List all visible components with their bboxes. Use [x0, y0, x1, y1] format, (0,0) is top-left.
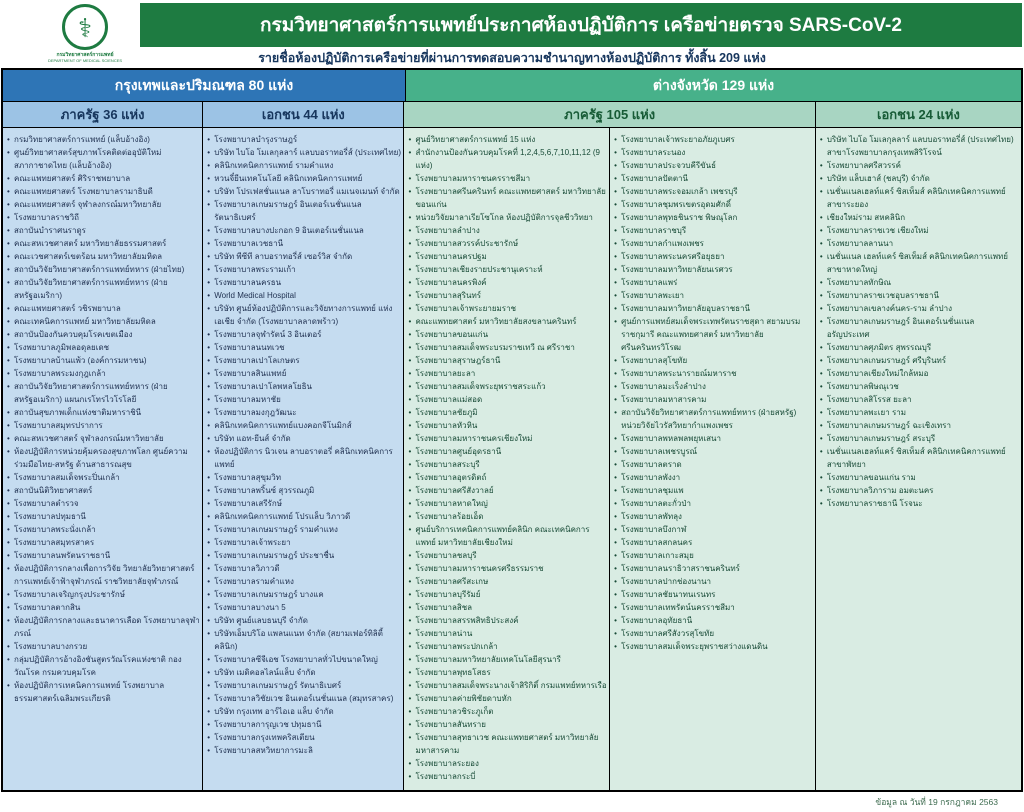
lab-list-provinces-government-2: [610, 128, 815, 653]
lab-list-item: • สถาบันวิจัยวิทยาศาสตร์การแพทย์ทหาร (ฝ่ายไทย): [7, 263, 200, 276]
lab-list-item: • โรงพยาบาลพะเยา ราม: [820, 406, 1019, 419]
lab-list-item: • โรงพยาบาลศรีนครินทร์ คณะแพทยศาสตร์ มหาวิทยาลัยขอนแก่น: [408, 185, 607, 211]
lab-list-item: • สถาบันวิจัยวิทยาศาสตร์การแพทย์ทหาร (ฝ่ายสหรัฐอเมริกา): [7, 276, 200, 302]
subband-bangkok-government: ภาครัฐ 36 แห่ง: [3, 102, 203, 128]
lab-list-item: • หวนจี๋ยีนเทคโนโลยี คลินิกเทคนิคการแพทย์: [207, 172, 401, 185]
lab-list-item: • โรงพยาบาลทักษิณ: [820, 276, 1019, 289]
lab-list-item: • โรงพยาบาลมงกุฎวัฒนะ: [207, 406, 401, 419]
lab-list-bangkok-private: [203, 128, 403, 757]
lab-list-item: • คลินิกเทคนิคการแพทย์ รามคำแหง: [207, 159, 401, 172]
page-title: กรมวิทยาศาสตร์การแพทย์ประกาศห้องปฏิบัติการ เครือข่ายตรวจ SARS-CoV-2: [140, 3, 1022, 47]
lab-list-item: • โรงพยาบาลปทุมธานี: [7, 510, 200, 523]
lab-list-item: • โรงพยาบาลกรุงเทพคริสเตียน: [207, 731, 401, 744]
lab-list-item: • โรงพยาบาลบึงกาฬ: [614, 523, 813, 536]
lab-list-item: • โรงพยาบาลเกษมราษฎร์ อินเตอร์เนชั่นแนล รัตนาธิเบศร์: [207, 198, 401, 224]
lab-list-item: • โรงพยาบาลวิภาราม อมตะนคร: [820, 484, 1019, 497]
lab-list-item: • โรงพยาบาลศรีสังวรสุโขทัย: [614, 627, 813, 640]
column-provinces-private: [816, 128, 1021, 790]
column-bangkok-private: [203, 128, 404, 790]
logo-caption-english: DEPARTMENT OF MEDICAL SCIENCES: [47, 58, 123, 63]
lab-list-item: • โรงพยาบาลปากช่องนานา: [614, 575, 813, 588]
lab-list-item: • โรงพยาบาลพิษณุเวช: [820, 380, 1019, 393]
lab-list-item: • สถาบันบำราศนราดูร: [7, 224, 200, 237]
lab-list-item: • โรงพยาบาลบางกรวย: [7, 640, 200, 653]
lab-list-item: • โรงพยาบาลจุฬารัตน์ 3 อินเตอร์: [207, 328, 401, 341]
lab-list-item: • โรงพยาบาลสุโขทัย: [614, 354, 813, 367]
lab-list-item: • ห้องปฏิบัติการเทคนิคการแพทย์ โรงพยาบาลธรรมศาสตร์เฉลิมพระเกียรติ: [7, 679, 200, 705]
lab-list-item: • โรงพยาบาลนนทเวช: [207, 341, 401, 354]
lab-list-item: • โรงพยาบาลภูมิพลอดุลยเดช: [7, 341, 200, 354]
lab-list-item: • เชียงใหม่ราม สหคลินิก: [820, 211, 1019, 224]
lab-list-item: • โรงพยาบาลพระมงกุฎเกล้า: [7, 367, 200, 380]
lab-list-item: • โรงพยาบาลศรีสะเกษ: [408, 575, 607, 588]
lab-list-item: • โรงพยาบาลพุทธโสธร: [408, 666, 607, 679]
lab-list-item: • โรงพยาบาลเจริญกรุงประชารักษ์: [7, 588, 200, 601]
lab-list-item: • บริษัท เมดิคอลไลน์แล็บ จำกัด: [207, 666, 401, 679]
lab-list-item: • โรงพยาบาลราชธานี โรจนะ: [820, 497, 1019, 510]
lab-list-item: • โรงพยาบาลสมเด็จพระปิ่นเกล้า: [7, 471, 200, 484]
lab-list-item: • โรงพยาบาลเขลางค์นคร-ราม ลำปาง: [820, 302, 1019, 315]
lab-list-item: • โรงพยาบาลพระจอมเกล้า เพชรบุรี: [614, 185, 813, 198]
lab-list-item: • โรงพยาบาลขอนแก่น ราม: [820, 471, 1019, 484]
lab-list-item: • โรงพยาบาลชัยนาทนเรนทร: [614, 588, 813, 601]
provinces-government-subcolumn-1: [404, 128, 609, 790]
lab-list-item: • โรงพยาบาลบ้านแพ้ว (องค์การมหาชน): [7, 354, 200, 367]
lab-list-item: • โรงพยาบาลเจ้าพระยา: [207, 536, 401, 549]
lab-list-item: • โรงพยาบาลเกษมราษฎร์ ฉะเชิงเทรา: [820, 419, 1019, 432]
lab-list-item: • โรงพยาบาลมหาวิทยาลัยอุบลราชธานี: [614, 302, 813, 315]
lab-list-item: • บริษัท พีซีที ลาบอราทอรี่ส์ เซอร์วิส จำกัด: [207, 250, 401, 263]
lab-list-item: • โรงพยาบาลสกลนคร: [614, 536, 813, 549]
lab-list-item: • คณะเทคนิคการแพทย์ มหาวิทยาลัยมหิดล: [7, 315, 200, 328]
lab-list-item: • โรงพยาบาลบุรีรัมย์: [408, 588, 607, 601]
lab-list-item: • ศูนย์วิทยาศาสตร์สุขภาพโรคติดต่ออุบัติใหม่ สภากาชาดไทย (แล็บอ้างอิง): [7, 146, 200, 172]
lab-list-item: • โรงพยาบาลอุตรดิตถ์: [408, 471, 607, 484]
lab-list-item: • โรงพยาบาลพระนารายณ์มหาราช: [614, 367, 813, 380]
lab-list-item: • โรงพยาบาลการุญเวช ปทุมธานี: [207, 718, 401, 731]
lab-list-item: • โรงพยาบาลตะกั่วป่า: [614, 497, 813, 510]
table-body: [3, 128, 1021, 790]
lab-list-item: • โรงพยาบาลพะเยา: [614, 289, 813, 302]
lab-list-item: • โรงพยาบาลบางนา 5: [207, 601, 401, 614]
lab-list-item: • คณะแพทยศาสตร์ วชิรพยาบาล: [7, 302, 200, 315]
lab-list-item: • โรงพยาบาลสมเด็จพระนางเจ้าสิริกิติ์ กรมแพทย์ทหารเรือ: [408, 679, 607, 692]
lab-list-item: • โรงพยาบาลมหาราชนครราชสีมา: [408, 172, 607, 185]
lab-list-item: • บริษัท กรุงเทพ อาร์ไอเอ แล็บ จำกัด: [207, 705, 401, 718]
lab-list-item: • โรงพยาบาลหาดใหญ่: [408, 497, 607, 510]
lab-list-item: • โรงพยาบาลสิโรรส ยะลา: [820, 393, 1019, 406]
lab-list-item: • โรงพยาบาลพังงา: [614, 471, 813, 484]
lab-list-item: • โรงพยาบาลระนอง: [614, 146, 813, 159]
lab-list-item: • โรงพยาบาลสมุทรสาคร: [7, 536, 200, 549]
lab-list-item: • โรงพยาบาลพระรามเก้า: [207, 263, 401, 276]
lab-list-item: • โรงพยาบาลมหาราชนครศรีธรรมราช: [408, 562, 607, 575]
lab-list-item: • โรงพยาบาลเกาะสมุย: [614, 549, 813, 562]
lab-list-item: • สำนักงานป้องกันควบคุมโรคที่ 1,2,4,5,6,7,10,11,12 (9 แห่ง): [408, 146, 607, 172]
lab-list-item: • โรงพยาบาลสิชล: [408, 601, 607, 614]
sector-band-row: [3, 102, 1021, 128]
lab-list-item: • โรงพยาบาลราชวิถี: [7, 211, 200, 224]
lab-list-item: • โรงพยาบาลศุภมิตร สุพรรณบุรี: [820, 341, 1019, 354]
lab-list-item: • โรงพยาบาลมหาสารคาม: [614, 393, 813, 406]
column-provinces-government: [404, 128, 815, 790]
lab-list-item: • โรงพยาบาลเปาโลเกษตร: [207, 354, 401, 367]
data-as-of-date: ข้อมูล ณ วันที่ 19 กรกฎาคม 2563: [875, 797, 998, 807]
provinces-government-subcolumn-2: [609, 128, 815, 790]
medical-caduceus-icon: ⚕: [62, 4, 108, 50]
lab-list-item: • คณะแพทยศาสตร์ ศิริราชพยาบาล: [7, 172, 200, 185]
lab-list-item: • โรงพยาบาลอุทัยธานี: [614, 614, 813, 627]
lab-list-item: • โรงพยาบาลมหาวิทยาลัยนเรศวร: [614, 263, 813, 276]
lab-list-item: • โรงพยาบาลเจ้าพระยายมราช: [408, 302, 607, 315]
lab-list-item: • โรงพยาบาลสุทธาเวช คณะแพทยศาสตร์ มหาวิทยาลัยมหาสารคาม: [408, 731, 607, 757]
logo-caption-thai: กรมวิทยาศาสตร์การแพทย์: [56, 52, 114, 58]
lab-list-item: • โรงพยาบาลน่าน: [408, 627, 607, 640]
lab-list-item: • โรงพยาบาลตราด: [614, 458, 813, 471]
lab-list-item: • ศูนย์การแพทย์สมเด็จพระเทพรัตนราชสุดา สยามบรมราชกุมารี คณะแพทยศาสตร์ มหาวิทยาลัยศรีนครินทรวิโรฒ: [614, 315, 813, 354]
lab-list-item: • โรงพยาบาลศรีสังวาลย์: [408, 484, 607, 497]
lab-list-item: • โรงพยาบาลตากสิน: [7, 601, 200, 614]
lab-list-item: • โรงพยาบาลราชเวช เชียงใหม่: [820, 224, 1019, 237]
lab-list-item: • คณะแพทยศาสตร์ จุฬาลงกรณ์มหาวิทยาลัย: [7, 198, 200, 211]
lab-list-item: • โรงพยาบาลตำรวจ: [7, 497, 200, 510]
lab-list-item: • โรงพยาบาลสุราษฎร์ธานี: [408, 354, 607, 367]
lab-list-provinces-private: [816, 128, 1021, 510]
lab-list-item: • โรงพยาบาลมหาชัย: [207, 393, 401, 406]
lab-list-item: • โรงพยาบาลชุมแพ: [614, 484, 813, 497]
lab-list-item: • โรงพยาบาลพระนั่งเกล้า: [7, 523, 200, 536]
lab-list-item: • คณะแพทยศาสตร์ โรงพยาบาลรามาธิบดี: [7, 185, 200, 198]
lab-network-table: [1, 68, 1023, 792]
subband-provinces-government: ภาครัฐ 105 แห่ง: [404, 102, 815, 128]
lab-list-item: • โรงพยาบาลพุทธชินราช พิษณุโลก: [614, 211, 813, 224]
lab-list-item: • โรงพยาบาลนครธน: [207, 276, 401, 289]
lab-list-item: • โรงพยาบาลร้อยเอ็ด: [408, 510, 607, 523]
lab-list-item: • โรงพยาบาลเจ้าพระยาอภัยภูเบศร: [614, 133, 813, 146]
lab-list-item: • โรงพยาบาลพระนครศรีอยุธยา: [614, 250, 813, 263]
lab-list-item: • โรงพยาบาลเกษมราษฎร์ สระบุรี: [820, 432, 1019, 445]
lab-list-item: • โรงพยาบาลสมเด็จพระยุพราชสว่างแดนดิน: [614, 640, 813, 653]
lab-list-item: • โรงพยาบาลเกษมราษฎร์ บางแค: [207, 588, 401, 601]
lab-list-item: • โรงพยาบาลวิภาวดี: [207, 562, 401, 575]
lab-list-item: • โรงพยาบาลกำแพงเพชร: [614, 237, 813, 250]
band-bangkok: กรุงเทพและปริมณฑล 80 แห่ง: [3, 70, 406, 102]
lab-list-item: • โรงพยาบาลขอนแก่น: [408, 328, 607, 341]
lab-list-item: • โรงพยาบาลเกษมราษฎร์ ประชาชื่น: [207, 549, 401, 562]
lab-list-item: • สถาบันนิติวิทยาศาสตร์: [7, 484, 200, 497]
region-band-row: [3, 70, 1021, 102]
lab-list-item: • โรงพยาบาลระยอง: [408, 757, 607, 770]
lab-list-item: • โรงพยาบาลลำปาง: [408, 224, 607, 237]
lab-list-item: • โรงพยาบาลวิชัยเวช อินเตอร์เนชั่นแนล (สมุทรสาคร): [207, 692, 401, 705]
lab-list-item: • โรงพยาบาลสมเด็จพระบรมราชเทวี ณ ศรีราชา: [408, 341, 607, 354]
lab-list-item: • โรงพยาบาลสรรพสิทธิประสงค์: [408, 614, 607, 627]
lab-list-item: • โรงพยาบาลเสรีรักษ์: [207, 497, 401, 510]
lab-list-item: • โรงพยาบาลราชบุรี: [614, 224, 813, 237]
lab-list-item: • กรมวิทยาศาสตร์การแพทย์ (แล็บอ้างอิง): [7, 133, 200, 146]
lab-list-item: • คลินิกเทคนิคการแพทย์ โปรแล็บ วิภาวดี: [207, 510, 401, 523]
lab-list-item: • โรงพยาบาลซีจีเอช โรงพยาบาลทั่วไปขนาดใหญ่: [207, 653, 401, 666]
lab-list-item: • โรงพยาบาลเพชรบูรณ์: [614, 445, 813, 458]
lab-list-item: • บริษัท ไบโอ โมเลกุลลาร์ แลบบอราทอรี่ส์ (ประเทศไทย): [207, 146, 401, 159]
lab-list-item: • ศูนย์วิทยาศาสตร์การแพทย์ 15 แห่ง: [408, 133, 607, 146]
lab-list-item: • โรงพยาบาลสินแพทย์: [207, 367, 401, 380]
lab-list-item: • เนชั่นแนล เฮลท์แคร์ ซิสเท็มส์ คลินิกเทคนิคการแพทย์ สาขาหาดใหญ่: [820, 250, 1019, 276]
lab-list-item: • คณะแพทยศาสตร์ มหาวิทยาลัยสงขลานครินทร์: [408, 315, 607, 328]
lab-list-item: • โรงพยาบาลยะลา: [408, 367, 607, 380]
lab-list-item: • บริษัท แล็บเฮาส์ (ชลบุรี) จำกัด: [820, 172, 1019, 185]
lab-list-item: • โรงพยาบาลเกษมราษฎร์ ศรีบุรินทร์: [820, 354, 1019, 367]
lab-list-item: • โรงพยาบาลสระบุรี: [408, 458, 607, 471]
lab-list-item: • กลุ่มปฏิบัติการอ้างอิงชันสูตรวัณโรคแห่งชาติ กองวัณโรค กรมควบคุมโรค: [7, 653, 200, 679]
lab-list-item: • โรงพยาบาลวชิระภูเก็ต: [408, 705, 607, 718]
lab-list-item: • โรงพยาบาลสุขุมวิท: [207, 471, 401, 484]
lab-list-item: • โรงพยาบาลศรีสวรรค์: [820, 159, 1019, 172]
lab-list-item: • ห้องปฏิบัติการกลางเพื่อการวิจัย วิทยาลัยวิทยาศาสตร์การแพทย์เจ้าฟ้าจุฬาภรณ์ ราชวิทยาลัยจุฬาภรณ์: [7, 562, 200, 588]
lab-list-item: • โรงพยาบาลลานนา: [820, 237, 1019, 250]
lab-list-item: • โรงพยาบาลหัวหิน: [408, 419, 607, 432]
lab-list-item: • สถาบันป้องกันควบคุมโรคเขตเมือง: [7, 328, 200, 341]
lab-list-item: • ห้องปฏิบัติการ นิวเจน ลาบอราตอรี่ คลินิกเทคนิคการแพทย์: [207, 445, 401, 471]
lab-list-item: • เนชั่นแนลเฮลท์แคร์ ซิสเท็มส์ คลินิกเทคนิคการแพทย์ สาขาพัทยา: [820, 445, 1019, 471]
lab-list-item: • โรงพยาบาลสันทราย: [408, 718, 607, 731]
lab-list-item: • โรงพยาบาลนพรัตนราชธานี: [7, 549, 200, 562]
lab-list-item: • โรงพยาบาลเวชธานี: [207, 237, 401, 250]
lab-list-item: • โรงพยาบาลสวรรค์ประชารักษ์: [408, 237, 607, 250]
lab-list-item: • โรงพยาบาลบางปะกอก 9 อินเตอร์เนชั่นแนล: [207, 224, 401, 237]
lab-list-item: • สถาบันวิจัยวิทยาศาสตร์การแพทย์ทหาร (ฝ่ายสหรัฐ) หน่วยวิจัยไวรัสวิทยากำแพงเพชร: [614, 406, 813, 432]
page-subtitle: รายชื่อห้องปฏิบัติการเครือข่ายที่ผ่านการทดสอบความชำนาญทางห้องปฏิบัติการ ทั้งสิ้น 209 แห่ง: [258, 51, 766, 65]
lab-list-item: • ห้องปฏิบัติการกลางและธนาคารเลือด โรงพยาบาลจุฬาภรณ์: [7, 614, 200, 640]
lab-list-item: • โรงพยาบาลเกษมราษฎร์ อินเตอร์เนชั่นแนล อรัญประเทศ: [820, 315, 1019, 341]
lab-list-item: • โรงพยาบาลกระบี่: [408, 770, 607, 783]
lab-list-item: • โรงพยาบาลมะเร็งลำปาง: [614, 380, 813, 393]
lab-list-item: • โรงพยาบาลชลบุรี: [408, 549, 607, 562]
lab-list-item: • โรงพยาบาลสหวิทยาการมะลิ: [207, 744, 401, 757]
lab-list-provinces-government-1: [404, 128, 609, 783]
lab-list-item: • บริษัท ศูนย์ห้องปฏิบัติการและวิจัยทางการแพทย์ แห่งเอเชีย จำกัด (โรงพยาบาลลาดพร้าว): [207, 302, 401, 328]
lab-list-item: • โรงพยาบาลเทพรัตน์นครราชสีมา: [614, 601, 813, 614]
lab-list-item: • เนชั่นแนลเฮลท์แคร์ ซิสเท็มส์ คลินิกเทคนิคการแพทย์ สาขาระยอง: [820, 185, 1019, 211]
lab-list-item: • ห้องปฏิบัติการหน่วยคุ้มครองสุขภาพโลก ศูนย์ความร่วมมือไทย-สหรัฐ ด้านสาธารณสุข: [7, 445, 200, 471]
lab-list-item: • บริษัท โปรเฟสชั่นแนล ลาโบราทอรี่ แมเนจเมนท์ จำกัด: [207, 185, 401, 198]
subband-bangkok-private: เอกชน 44 แห่ง: [203, 102, 404, 128]
lab-list-item: • คณะสหเวชศาสตร์ มหาวิทยาลัยธรรมศาสตร์: [7, 237, 200, 250]
lab-list-item: • โรงพยาบาลเกษมราษฎร์ รัตนาธิเบศร์: [207, 679, 401, 692]
lab-list-item: • โรงพยาบาลศูนย์อุดรธานี: [408, 445, 607, 458]
lab-list-item: • บริษัทเอ็มบริโอ แพลนแนท จำกัด (สยามเฟอร์ทิลิตี้ คลินิก): [207, 627, 401, 653]
lab-list-item: • บริษัท แอท-ยีนส์ จำกัด: [207, 432, 401, 445]
lab-list-item: • โรงพยาบาลประจวบคีรีขันธ์: [614, 159, 813, 172]
lab-list-item: • คณะสหเวชศาสตร์ จุฬาลงกรณ์มหาวิทยาลัย: [7, 432, 200, 445]
lab-list-item: • โรงพยาบาลแพร่: [614, 276, 813, 289]
lab-list-bangkok-government: [3, 128, 202, 705]
lab-list-item: • โรงพยาบาลสุรินทร์: [408, 289, 607, 302]
lab-list-item: • โรงพยาบาลนครปฐม: [408, 250, 607, 263]
lab-list-item: • โรงพยาบาลสมุทรปราการ: [7, 419, 200, 432]
lab-list-item: • สถาบันวิจัยวิทยาศาสตร์การแพทย์ทหาร (ฝ่ายสหรัฐอเมริกา) แผนกเรโทรไวโรโลยี: [7, 380, 200, 406]
lab-list-item: • คลินิกเทคนิคการแพทย์แบงคอกจีโนมิกส์: [207, 419, 401, 432]
column-bangkok-government: [3, 128, 203, 790]
lab-list-item: • โรงพยาบาลบำรุงราษฎร์: [207, 133, 401, 146]
lab-list-item: • โรงพยาบาลเกษมราษฎร์ รามคำแหง: [207, 523, 401, 536]
lab-list-item: • โรงพยาบาลเชียงใหม่ใกล้หมอ: [820, 367, 1019, 380]
lab-list-item: • โรงพยาบาลนครพิงค์: [408, 276, 607, 289]
subband-provinces-private: เอกชน 24 แห่ง: [816, 102, 1021, 128]
lab-list-item: • World Medical Hospital: [207, 289, 401, 302]
band-provinces: ต่างจังหวัด 129 แห่ง: [406, 70, 1021, 102]
lab-list-item: • หน่วยวิจัยมาลาเรียโซโกล ห้องปฏิบัติการจุลชีววิทยา: [408, 211, 607, 224]
lab-list-item: • คณะเวชศาสตร์เขตร้อน มหาวิทยาลัยมหิดล: [7, 250, 200, 263]
lab-list-item: • บริษัท ไบโอ โมเลกุลลาร์ แลบบอราทอรี่ส์ (ประเทศไทย) สาขาโรงพยาบาลกรุงเทพสิริโรจน์: [820, 133, 1019, 159]
lab-list-item: • โรงพยาบาลเปาโลพหลโยธิน: [207, 380, 401, 393]
lab-list-item: • โรงพยาบาลมหาวิทยาลัยเทคโนโลยีสุรนารี: [408, 653, 607, 666]
lab-list-item: • โรงพยาบาลนราธิวาสราชนครินทร์: [614, 562, 813, 575]
lab-list-item: • บริษัท ศูนย์แลบธนบุรี จำกัด: [207, 614, 401, 627]
lab-list-item: • โรงพยาบาลแม่สอด: [408, 393, 607, 406]
lab-list-item: • โรงพยาบาลพริ้นซ์ สุวรรณภูมิ: [207, 484, 401, 497]
lab-list-item: • ศูนย์บริการเทคนิคการแพทย์คลินิก คณะเทคนิคการแพทย์ มหาวิทยาลัยเชียงใหม่: [408, 523, 607, 549]
lab-list-item: • โรงพยาบาลชัยภูมิ: [408, 406, 607, 419]
lab-list-item: • โรงพยาบาลปัตตานี: [614, 172, 813, 185]
lab-list-item: • สถาบันสุขภาพเด็กแห่งชาติมหาราชินี: [7, 406, 200, 419]
lab-list-item: • โรงพยาบาลมหาราชนครเชียงใหม่: [408, 432, 607, 445]
lab-list-item: • โรงพยาบาลรามคำแหง: [207, 575, 401, 588]
lab-list-item: • โรงพยาบาลเชียงรายประชานุเคราะห์: [408, 263, 607, 276]
lab-list-item: • โรงพยาบาลพหลพลพยุหเสนา: [614, 432, 813, 445]
lab-list-item: • โรงพยาบาลราชเวชอุบลราชธานี: [820, 289, 1019, 302]
lab-list-item: • โรงพยาบาลชุมพรเขตรอุดมศักดิ์: [614, 198, 813, 211]
lab-list-item: • โรงพยาบาลพัทลุง: [614, 510, 813, 523]
lab-list-item: • โรงพยาบาลค่ายพิชัยดาบหัก: [408, 692, 607, 705]
lab-list-item: • โรงพยาบาลสมเด็จพระยุพราชสระแก้ว: [408, 380, 607, 393]
lab-list-item: • โรงพยาบาลพระปกเกล้า: [408, 640, 607, 653]
